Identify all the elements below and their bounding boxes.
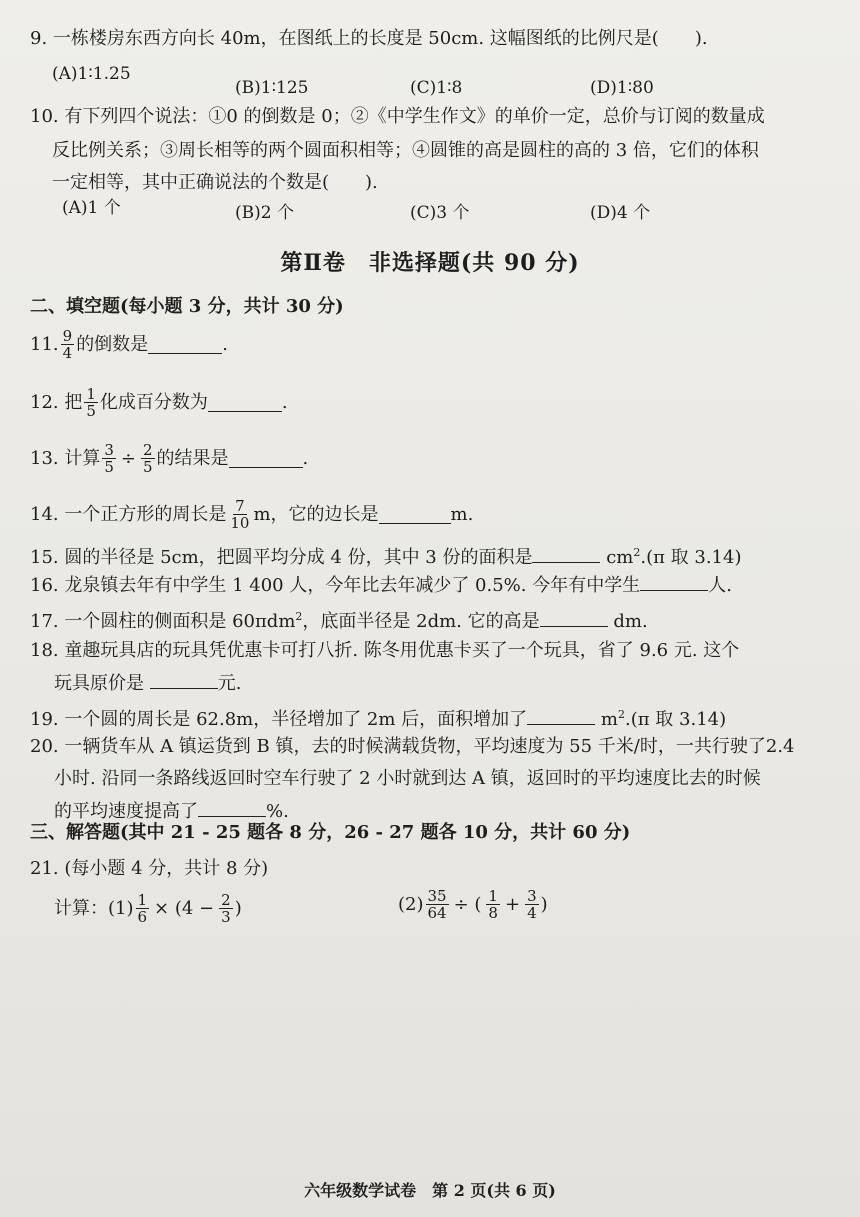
- q20-end: %.: [266, 801, 289, 822]
- q17-unit: dm.: [607, 611, 648, 632]
- q21-2-fraction-2: [486, 888, 500, 921]
- q12-answer-blank[interactable]: [208, 393, 282, 412]
- q11-text: 的倒数是: [76, 333, 149, 355]
- q19-answer-blank[interactable]: [527, 706, 595, 725]
- q14-answer-blank[interactable]: [379, 505, 451, 524]
- q13-denominator-1: 5: [104, 458, 114, 476]
- q21-2-end: ): [540, 893, 548, 915]
- question-21-part-2: [398, 888, 548, 921]
- question-19: [30, 702, 726, 733]
- q13-answer-blank[interactable]: [229, 449, 303, 468]
- q21-1-fraction-1: [136, 892, 150, 925]
- q17-unit-exponent: 2: [295, 610, 303, 623]
- q11-fraction: [61, 328, 75, 361]
- question-21-heading: 21. (每小题 4 分，共计 8 分): [30, 858, 269, 879]
- q21-2-numerator-1: 35: [427, 887, 447, 905]
- q10-option-c: (C)3 个: [410, 203, 470, 223]
- question-14: [30, 498, 473, 531]
- q21-2-fraction-1: [426, 888, 449, 921]
- q21-2-denominator-1: 64: [427, 904, 447, 922]
- question-20-line-1: 20. 一辆货车从 A 镇运货到 B 镇，去的时候满载货物，平均速度为 55 千米/时，一共行驶了2.4: [30, 736, 795, 757]
- q19-text: 19. 一个圆的周长是 62.8m，半径增加了 2m 后，面积增加了: [30, 709, 528, 730]
- q14-denominator: 10: [230, 514, 250, 532]
- question-17: [30, 604, 648, 635]
- question-13: [30, 442, 308, 475]
- q21-2-plus: +: [504, 893, 521, 915]
- question-20-line-2: 小时. 沿同一条路线返回时空车行驶了 2 小时就到达 A 镇，返回时的平均速度比去的时候: [54, 768, 761, 789]
- question-12: [30, 386, 288, 419]
- q19-unit: m: [600, 709, 618, 730]
- q11-number: 11.: [30, 333, 59, 355]
- q13-fraction-2: [141, 442, 155, 475]
- q17-answer-blank[interactable]: [540, 608, 608, 627]
- q13-operator: ÷: [120, 447, 136, 469]
- q11-denominator: 4: [62, 344, 73, 362]
- q21-1-operator: × (4 −: [154, 897, 215, 919]
- q9-option-d: (D)1∶80: [590, 78, 654, 98]
- q21-1-fraction-2: [219, 892, 233, 925]
- section-solve-heading: 三、解答题(其中 21 - 25 题各 8 分，26 - 27 题各 10 分，共计 60 分): [30, 822, 631, 843]
- q18-answer-blank[interactable]: [150, 670, 218, 689]
- q15-answer-blank[interactable]: [532, 544, 600, 563]
- q9-option-a: (A)1∶1.25: [52, 64, 131, 84]
- q21-1-numerator-2: 2: [221, 891, 231, 909]
- q21-1-number: (1): [108, 897, 134, 919]
- part-title: 第Ⅱ卷 非选择题(共 90 分): [280, 250, 580, 276]
- q17-text-start: 17. 一个圆柱的侧面积是 60πdm: [30, 611, 296, 632]
- question-15: [30, 540, 741, 571]
- q13-numerator-1: 3: [104, 441, 114, 459]
- q21-1-numerator-1: 1: [137, 891, 148, 909]
- q13-numerator-2: 2: [143, 441, 153, 459]
- q13-fraction-1: [102, 442, 116, 475]
- q21-2-numerator-2: 1: [488, 887, 498, 905]
- section-fill-in-heading: 二、填空题(每小题 3 分，共计 30 分): [30, 296, 344, 317]
- q14-unit: m.: [450, 503, 474, 525]
- q15-unit: cm: [606, 547, 634, 568]
- q16-end: 人.: [708, 575, 732, 596]
- q21-1-end: ): [234, 897, 242, 919]
- q14-fraction: [228, 498, 251, 531]
- q21-1-denominator-1: 6: [137, 908, 148, 926]
- q14-text-start: 14. 一个正方形的周长是: [30, 503, 227, 525]
- q16-text: 16. 龙泉镇去年有中学生 1 400 人，今年比去年减少了 0.5%. 今年有中学生: [30, 575, 641, 596]
- q15-text: 15. 圆的半径是 5cm，把圆平均分成 4 份，其中 3 份的面积是: [30, 547, 533, 568]
- q21-2-operator: ÷ (: [453, 893, 482, 915]
- q12-number: 12. 把: [30, 391, 83, 413]
- page-footer: 六年级数学试卷 第 2 页(共 6 页): [304, 1181, 556, 1200]
- q21-2-numerator-3: 3: [527, 887, 537, 905]
- question-18-line-1: 18. 童趣玩具店的玩具凭优惠卡可打八折. 陈冬用优惠卡买了一个玩具，省了 9.6 元. 这个: [30, 640, 740, 661]
- question-16: [30, 572, 732, 599]
- question-18-line-2: [54, 670, 241, 697]
- q10-option-a: (A)1 个: [62, 198, 121, 218]
- q14-numerator: 7: [235, 497, 245, 515]
- q21-1-denominator-2: 3: [221, 908, 231, 926]
- q20-text: 的平均速度提高了: [54, 801, 198, 822]
- q10-option-b: (B)2 个: [235, 203, 294, 223]
- q19-unit-exponent: 2: [618, 708, 625, 721]
- q12-end: .: [281, 391, 288, 413]
- q16-answer-blank[interactable]: [640, 572, 708, 591]
- q20-answer-blank[interactable]: [198, 798, 266, 817]
- q9-option-b: (B)1∶125: [235, 78, 309, 98]
- q18-end: 元.: [217, 673, 242, 694]
- q15-end: .(π 取 3.14): [640, 547, 742, 568]
- q13-end: .: [302, 447, 309, 469]
- q21-2-fraction-3: [525, 888, 539, 921]
- q11-answer-blank[interactable]: [148, 335, 222, 354]
- q21-2-denominator-3: 4: [527, 904, 537, 922]
- question-10-line-1: 10. 有下列四个说法：①0 的倒数是 0；②《中学生作文》的单价一定，总价与订阅的数量成: [30, 106, 765, 127]
- q13-text: 的结果是: [156, 447, 229, 469]
- q21-2-number: (2): [398, 893, 424, 915]
- question-21-part-1: [54, 892, 242, 925]
- q21-2-denominator-2: 8: [488, 904, 498, 922]
- question-10-line-3: 一定相等，其中正确说法的个数是( ).: [52, 172, 378, 193]
- q9-option-c: (C)1∶8: [410, 78, 463, 98]
- q13-number: 13. 计算: [30, 447, 101, 469]
- q11-end: .: [222, 333, 228, 355]
- q12-fraction: [84, 386, 98, 419]
- q13-denominator-2: 5: [143, 458, 153, 476]
- question-10-line-2: 反比例关系；③周长相等的两个圆面积相等；④圆锥的高是圆柱的高的 3 倍，它们的体积: [52, 140, 759, 161]
- q12-text: 化成百分数为: [99, 391, 208, 413]
- question-11: [30, 328, 228, 361]
- q18-text: 玩具原价是: [54, 673, 144, 694]
- q10-option-d: (D)4 个: [590, 203, 651, 223]
- q17-text: ，底面半径是 2dm. 它的高是: [302, 611, 540, 632]
- q12-numerator: 1: [86, 385, 96, 403]
- q15-unit-exponent: 2: [633, 546, 641, 559]
- q12-denominator: 5: [86, 402, 96, 420]
- question-9: 9. 一栋楼房东西方向长 40m，在图纸上的长度是 50cm. 这幅图纸的比例尺是( ).: [30, 28, 708, 49]
- q21-label: 计算：: [54, 897, 108, 919]
- q11-numerator: 9: [62, 327, 73, 345]
- q19-end: .(π 取 3.14): [625, 709, 727, 730]
- q14-text: m，它的边长是: [253, 503, 379, 525]
